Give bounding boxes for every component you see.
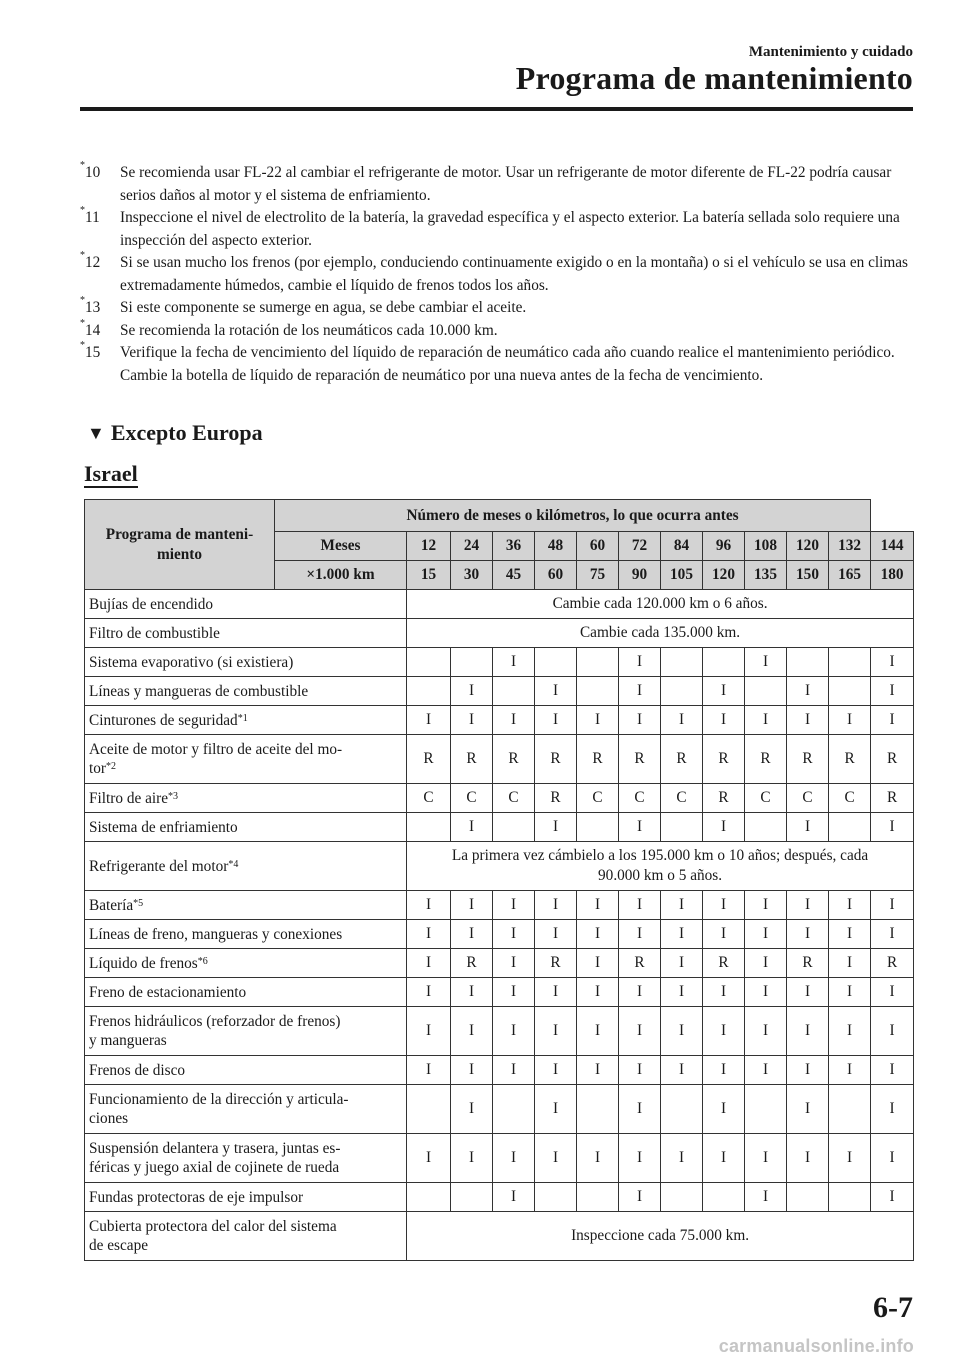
schedule-item-label: Freno de estacionamiento xyxy=(85,978,407,1007)
km-header: 180 xyxy=(871,561,914,590)
km-header: 105 xyxy=(661,561,703,590)
schedule-cell: I xyxy=(493,1183,535,1212)
schedule-cell: I xyxy=(745,1007,787,1056)
footnote xyxy=(80,317,920,343)
schedule-item-label: Cubierta protectora del calor del sistema de escape xyxy=(85,1212,407,1261)
schedule-cell: I xyxy=(745,648,787,677)
triangle-down-icon: ▼ xyxy=(87,423,105,443)
schedule-cell: I xyxy=(829,706,871,735)
region-heading: Israel xyxy=(84,461,138,486)
schedule-cell: I xyxy=(407,920,451,949)
schedule-cell xyxy=(829,648,871,677)
schedule-cell: I xyxy=(619,920,661,949)
schedule-cell: I xyxy=(407,1056,451,1085)
schedule-cell: I xyxy=(787,1056,829,1085)
schedule-cell: I xyxy=(703,920,745,949)
schedule-cell xyxy=(829,1085,871,1134)
schedule-span-note: La primera vez cámbielo a los 195.000 km o 10 años; después, cada 90.000 km o 5 años. xyxy=(407,842,914,891)
schedule-cell xyxy=(577,648,619,677)
schedule-cell: I xyxy=(871,920,914,949)
schedule-row xyxy=(85,648,914,677)
schedule-cell: I xyxy=(451,813,493,842)
schedule-cell: I xyxy=(787,1134,829,1183)
schedule-cell: R xyxy=(451,949,493,978)
schedule-cell: I xyxy=(577,706,619,735)
schedule-cell: C xyxy=(493,784,535,813)
schedule-cell: I xyxy=(407,949,451,978)
schedule-cell: I xyxy=(829,949,871,978)
schedule-row xyxy=(85,891,914,920)
schedule-cell: I xyxy=(871,677,914,706)
schedule-cell: I xyxy=(493,706,535,735)
schedule-cell: I xyxy=(829,978,871,1007)
schedule-cell: R xyxy=(787,735,829,784)
schedule-row xyxy=(85,1183,914,1212)
schedule-cell: I xyxy=(745,949,787,978)
schedule-item-label: Sistema de enfriamiento xyxy=(85,813,407,842)
schedule-cell: I xyxy=(451,706,493,735)
schedule-cell: I xyxy=(619,1007,661,1056)
month-header: 60 xyxy=(577,532,619,561)
schedule-item-label: Frenos de disco xyxy=(85,1056,407,1085)
footnote xyxy=(80,342,920,387)
schedule-row xyxy=(85,1007,914,1056)
footnote-number: *13 xyxy=(80,295,101,316)
schedule-cell: I xyxy=(703,677,745,706)
schedule-cell xyxy=(451,1183,493,1212)
schedule-cell: I xyxy=(703,1134,745,1183)
schedule-item-label: Líneas y mangueras de combustible xyxy=(85,677,407,706)
footnote-text: Inspeccione el nivel de electrolito de la batería, la gravedad específica y el aspecto exterior. La batería sellada solo requiere una inspección del aspecto exterior. xyxy=(120,209,900,249)
schedule-cell: I xyxy=(619,1134,661,1183)
months-label: Meses xyxy=(275,532,407,561)
schedule-cell: I xyxy=(535,920,577,949)
schedule-cell: R xyxy=(535,735,577,784)
schedule-cell: I xyxy=(451,1085,493,1134)
km-header: 15 xyxy=(407,561,451,590)
km-header: 45 xyxy=(493,561,535,590)
footnote-text: Se recomienda la rotación de los neumáticos cada 10.000 km. xyxy=(120,321,498,339)
schedule-cell: I xyxy=(535,1134,577,1183)
schedule-item-label: Refrigerante del motor$^{*4}$ xyxy=(85,842,407,891)
page-number: 6-7 xyxy=(873,1291,913,1324)
schedule-cell: I xyxy=(703,706,745,735)
schedule-cell: I xyxy=(787,813,829,842)
schedule-cell: I xyxy=(661,949,703,978)
km-header: 60 xyxy=(535,561,577,590)
footnote-number: *12 xyxy=(80,250,101,271)
schedule-cell: I xyxy=(493,1007,535,1056)
schedule-cell: I xyxy=(493,978,535,1007)
schedule-cell: I xyxy=(829,1007,871,1056)
header-divider xyxy=(80,107,913,111)
footnote-ref: *1 xyxy=(237,712,248,724)
schedule-cell: I xyxy=(407,978,451,1007)
month-header: 48 xyxy=(535,532,577,561)
schedule-row xyxy=(85,949,914,978)
footnote xyxy=(80,207,920,252)
schedule-cell xyxy=(493,677,535,706)
footnote-text: Se recomienda usar FL-22 al cambiar el refrigerante de motor. Usar un refrigerante de motor diferente de FL-22 podría causar serios daños al motor y el sistema de enfriamiento. xyxy=(120,164,892,204)
schedule-cell xyxy=(407,1085,451,1134)
schedule-cell: R xyxy=(703,784,745,813)
schedule-item-label: Fundas protectoras de eje impulsor xyxy=(85,1183,407,1212)
schedule-cell: I xyxy=(493,648,535,677)
month-header: 72 xyxy=(619,532,661,561)
schedule-cell: R xyxy=(871,735,914,784)
schedule-cell: I xyxy=(787,677,829,706)
schedule-cell: C xyxy=(745,784,787,813)
schedule-cell: I xyxy=(451,978,493,1007)
schedule-cell: I xyxy=(407,1007,451,1056)
schedule-cell: I xyxy=(745,1183,787,1212)
footnote-ref: *5 xyxy=(133,897,144,909)
schedule-cell: I xyxy=(829,1056,871,1085)
schedule-item-label: Filtro de aire$^{*3}$ xyxy=(85,784,407,813)
schedule-cell: I xyxy=(493,920,535,949)
schedule-cell: I xyxy=(871,978,914,1007)
footnote-number: *15 xyxy=(80,340,101,361)
footnotes xyxy=(80,162,920,387)
schedule-cell: I xyxy=(661,1134,703,1183)
schedule-cell: R xyxy=(535,784,577,813)
schedule-cell: I xyxy=(703,891,745,920)
schedule-cell: C xyxy=(787,784,829,813)
schedule-cell xyxy=(535,648,577,677)
footnote-ref: *4 xyxy=(228,858,239,870)
schedule-cell: C xyxy=(661,784,703,813)
schedule-cell xyxy=(577,677,619,706)
maintenance-schedule-table xyxy=(84,499,914,1261)
schedule-cell xyxy=(451,648,493,677)
schedule-cell xyxy=(661,677,703,706)
month-header: 24 xyxy=(451,532,493,561)
schedule-cell: I xyxy=(661,920,703,949)
schedule-cell: I xyxy=(535,891,577,920)
schedule-cell: I xyxy=(661,978,703,1007)
schedule-cell: I xyxy=(577,978,619,1007)
schedule-item-label: Filtro de combustible xyxy=(85,619,407,648)
schedule-cell: I xyxy=(577,891,619,920)
km-header: 135 xyxy=(745,561,787,590)
schedule-row xyxy=(85,978,914,1007)
schedule-cell: R xyxy=(871,784,914,813)
schedule-cell: R xyxy=(619,949,661,978)
schedule-cell: I xyxy=(661,706,703,735)
schedule-row xyxy=(85,619,914,648)
schedule-cell: I xyxy=(703,1007,745,1056)
schedule-cell xyxy=(535,1183,577,1212)
schedule-cell: I xyxy=(745,978,787,1007)
schedule-span-note: Cambie cada 135.000 km. xyxy=(407,619,914,648)
schedule-cell: I xyxy=(871,1085,914,1134)
schedule-row xyxy=(85,735,914,784)
schedule-item-label: Suspensión delantera y trasera, juntas es- féricas y juego axial de cojinete de rueda xyxy=(85,1134,407,1183)
schedule-cell xyxy=(829,677,871,706)
schedule-span-note: Inspeccione cada 75.000 km. xyxy=(407,1212,914,1261)
schedule-cell: R xyxy=(619,735,661,784)
schedule-cell xyxy=(703,1183,745,1212)
schedule-cell: I xyxy=(871,706,914,735)
schedule-cell: I xyxy=(535,677,577,706)
footnote-number: *11 xyxy=(80,205,100,226)
interval-group-header: Número de meses o kilómetros, lo que ocurra antes xyxy=(275,500,871,532)
schedule-cell xyxy=(829,813,871,842)
schedule-cell: I xyxy=(619,978,661,1007)
schedule-cell: R xyxy=(829,735,871,784)
schedule-cell xyxy=(577,813,619,842)
footnote-text: Si este componente se sumerge en agua, se debe cambiar el aceite. xyxy=(120,299,527,316)
schedule-cell: I xyxy=(787,1007,829,1056)
schedule-cell: I xyxy=(451,891,493,920)
km-header: 120 xyxy=(703,561,745,590)
schedule-cell: I xyxy=(577,1007,619,1056)
schedule-cell xyxy=(407,677,451,706)
schedule-cell xyxy=(787,648,829,677)
month-header: 108 xyxy=(745,532,787,561)
schedule-cell: I xyxy=(661,1007,703,1056)
schedule-cell: I xyxy=(787,706,829,735)
schedule-cell xyxy=(661,1183,703,1212)
schedule-cell: I xyxy=(619,1085,661,1134)
schedule-row xyxy=(85,590,914,619)
schedule-item-label: Sistema evaporativo (si existiera) xyxy=(85,648,407,677)
footnote-number: *10 xyxy=(80,160,101,181)
schedule-corner-label-1: Programa de manteni- xyxy=(105,525,254,543)
schedule-row xyxy=(85,677,914,706)
schedule-cell: I xyxy=(787,978,829,1007)
schedule-row xyxy=(85,1212,914,1261)
schedule-cell xyxy=(407,1183,451,1212)
schedule-row xyxy=(85,920,914,949)
schedule-cell: I xyxy=(871,1134,914,1183)
footnote-ref: *3 xyxy=(168,790,179,802)
schedule-cell: I xyxy=(829,920,871,949)
schedule-cell xyxy=(661,813,703,842)
km-header: 150 xyxy=(787,561,829,590)
schedule-cell: I xyxy=(703,813,745,842)
schedule-cell: I xyxy=(577,920,619,949)
km-header: 30 xyxy=(451,561,493,590)
schedule-cell xyxy=(745,1085,787,1134)
schedule-cell: I xyxy=(577,1134,619,1183)
schedule-cell xyxy=(787,1183,829,1212)
schedule-cell: I xyxy=(619,813,661,842)
schedule-cell: R xyxy=(745,735,787,784)
schedule-cell: I xyxy=(493,1056,535,1085)
month-header: 120 xyxy=(787,532,829,561)
footnote xyxy=(80,297,920,320)
schedule-row xyxy=(85,706,914,735)
schedule-cell: I xyxy=(535,1085,577,1134)
schedule-cell: I xyxy=(871,813,914,842)
schedule-item-label: Cinturones de seguridad$^{*1}$ xyxy=(85,706,407,735)
schedule-cell: R xyxy=(493,735,535,784)
schedule-item-label: Frenos hidráulicos (reforzador de frenos) y mangueras xyxy=(85,1007,407,1056)
schedule-cell: I xyxy=(871,1183,914,1212)
schedule-cell: I xyxy=(535,978,577,1007)
schedule-item-label: Funcionamiento de la dirección y articula- ciones xyxy=(85,1085,407,1134)
km-header: 90 xyxy=(619,561,661,590)
schedule-row xyxy=(85,1134,914,1183)
schedule-cell: C xyxy=(407,784,451,813)
footnote xyxy=(80,252,920,297)
schedule-cell: I xyxy=(871,648,914,677)
schedule-cell: C xyxy=(451,784,493,813)
schedule-cell: I xyxy=(745,706,787,735)
schedule-cell: I xyxy=(787,891,829,920)
schedule-cell: I xyxy=(871,1007,914,1056)
month-header: 96 xyxy=(703,532,745,561)
schedule-cell: I xyxy=(871,1056,914,1085)
schedule-item-label: Bujías de encendido xyxy=(85,590,407,619)
schedule-item-label: Líquido de frenos$^{*6}$ xyxy=(85,949,407,978)
footnote-text: Si se usan mucho los frenos (por ejemplo, conduciendo continuamente exigido o en la montaña) o si el vehículo se usa en climas extremadamente húmedos, cambie el líquido de frenos todos los años. xyxy=(120,254,909,294)
month-header: 36 xyxy=(493,532,535,561)
schedule-cell: I xyxy=(451,1134,493,1183)
section-heading xyxy=(87,420,263,446)
section-heading-text: Excepto Europa xyxy=(110,420,263,445)
section-name: Mantenimiento y cuidado xyxy=(748,44,913,60)
schedule-cell: I xyxy=(871,891,914,920)
month-header: 84 xyxy=(661,532,703,561)
schedule-cell: I xyxy=(745,920,787,949)
schedule-cell: R xyxy=(535,949,577,978)
schedule-cell xyxy=(745,677,787,706)
schedule-cell: I xyxy=(493,891,535,920)
schedule-cell: I xyxy=(577,1056,619,1085)
schedule-cell: I xyxy=(703,978,745,1007)
schedule-cell xyxy=(829,1183,871,1212)
schedule-span-note: Cambie cada 120.000 km o 6 años. xyxy=(407,590,914,619)
schedule-cell: I xyxy=(535,706,577,735)
schedule-cell: I xyxy=(407,891,451,920)
schedule-cell: R xyxy=(407,735,451,784)
schedule-cell: I xyxy=(619,706,661,735)
schedule-cell: I xyxy=(407,706,451,735)
schedule-row xyxy=(85,813,914,842)
schedule-item-label: Aceite de motor y filtro de aceite del mo- tor$^{*2}$ xyxy=(85,735,407,784)
footnote-text: Verifique la fecha de vencimiento del líquido de reparación de neumático cada año cuando realice el mantenimiento periódico. Cambie la botella de líquido de reparación de neumático por una nueva antes de la fecha de vencimiento. xyxy=(120,344,895,384)
schedule-cell: I xyxy=(829,891,871,920)
schedule-cell: C xyxy=(829,784,871,813)
schedule-cell: R xyxy=(871,949,914,978)
schedule-cell: I xyxy=(745,1056,787,1085)
schedule-cell xyxy=(661,648,703,677)
schedule-cell: I xyxy=(451,1056,493,1085)
schedule-item-label: Batería$^{*5}$ xyxy=(85,891,407,920)
schedule-cell xyxy=(493,813,535,842)
schedule-cell xyxy=(703,648,745,677)
schedule-cell: I xyxy=(619,1056,661,1085)
schedule-cell: R xyxy=(787,949,829,978)
schedule-cell: I xyxy=(493,1134,535,1183)
schedule-row xyxy=(85,1056,914,1085)
schedule-cell: C xyxy=(577,784,619,813)
schedule-cell: I xyxy=(451,1007,493,1056)
footnote-number: *14 xyxy=(80,317,101,339)
schedule-cell: I xyxy=(451,920,493,949)
schedule-cell: I xyxy=(661,1056,703,1085)
month-header: 132 xyxy=(829,532,871,561)
schedule-corner-label-2: miento xyxy=(156,545,203,563)
footnote-ref: *6 xyxy=(197,955,208,967)
schedule-cell: I xyxy=(535,1007,577,1056)
schedule-cell xyxy=(493,1085,535,1134)
schedule-cell: I xyxy=(703,1085,745,1134)
km-label: ×1.000 km xyxy=(275,561,407,590)
schedule-cell: I xyxy=(745,1134,787,1183)
schedule-cell: I xyxy=(619,1183,661,1212)
km-header: 165 xyxy=(829,561,871,590)
schedule-cell: I xyxy=(745,891,787,920)
schedule-cell: R xyxy=(661,735,703,784)
month-header: 144 xyxy=(871,532,914,561)
watermark: carmanualsonline.info xyxy=(718,1336,914,1356)
schedule-cell: R xyxy=(703,735,745,784)
schedule-row xyxy=(85,784,914,813)
schedule-cell: I xyxy=(451,677,493,706)
schedule-item-label: Líneas de freno, mangueras y conexiones xyxy=(85,920,407,949)
schedule-cell: I xyxy=(619,677,661,706)
schedule-cell: I xyxy=(535,813,577,842)
schedule-cell: R xyxy=(451,735,493,784)
schedule-cell: I xyxy=(661,891,703,920)
schedule-cell: I xyxy=(619,891,661,920)
schedule-cell: I xyxy=(535,1056,577,1085)
schedule-cell xyxy=(407,648,451,677)
footnote-ref: *2 xyxy=(106,761,116,772)
schedule-cell: I xyxy=(577,949,619,978)
schedule-cell: C xyxy=(619,784,661,813)
schedule-corner-header xyxy=(85,500,275,590)
schedule-cell: I xyxy=(787,1085,829,1134)
schedule-cell xyxy=(661,1085,703,1134)
schedule-cell xyxy=(577,1183,619,1212)
schedule-cell: I xyxy=(703,1056,745,1085)
month-header: 12 xyxy=(407,532,451,561)
page-title: Programa de mantenimiento xyxy=(515,60,913,96)
schedule-cell xyxy=(577,1085,619,1134)
schedule-cell: I xyxy=(619,648,661,677)
schedule-cell xyxy=(745,813,787,842)
schedule-cell: I xyxy=(407,1134,451,1183)
schedule-cell: R xyxy=(577,735,619,784)
footnote xyxy=(80,162,920,207)
km-header: 75 xyxy=(577,561,619,590)
schedule-cell: I xyxy=(493,949,535,978)
schedule-cell: I xyxy=(829,1134,871,1183)
schedule-row xyxy=(85,1085,914,1134)
schedule-cell: I xyxy=(787,920,829,949)
schedule-cell: R xyxy=(703,949,745,978)
schedule-row xyxy=(85,842,914,891)
schedule-cell xyxy=(407,813,451,842)
